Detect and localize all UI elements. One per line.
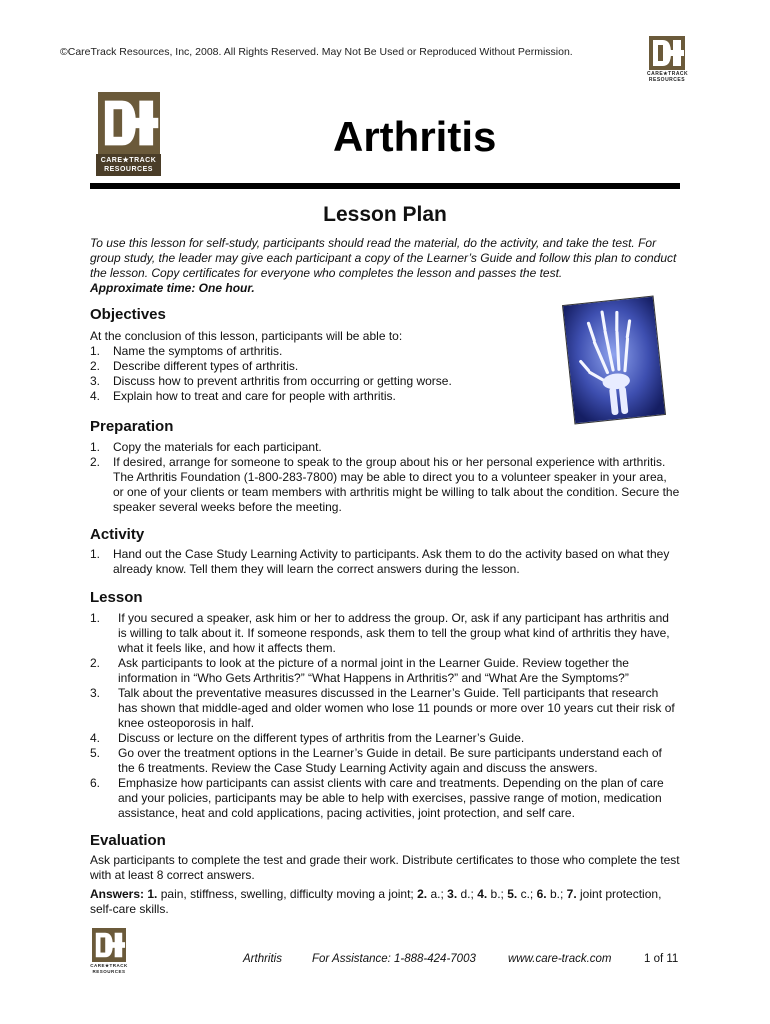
lesson-section bbox=[90, 611, 680, 821]
intro-paragraph bbox=[90, 236, 680, 296]
caretrack-logo-small bbox=[647, 36, 687, 84]
caretrack-logo bbox=[96, 92, 161, 176]
page-title: Arthritis bbox=[333, 113, 497, 160]
objectives-heading: Objectives bbox=[90, 306, 166, 323]
caretrack-logo-icon bbox=[98, 92, 160, 154]
list-item: 1. If you secured a speaker, ask him or her to address the group. Or, ask if any participant has arthritis and is willing to talk about it. If someone responds, ask them to tell the group what kind of arthritis they have, what it feels like, and how it affects them. bbox=[90, 611, 670, 655]
page-subtitle: Lesson Plan bbox=[323, 203, 447, 226]
list-item: 3. Talk about the preventative measures discussed in the Learner’s Guide. Tell participants that research has shown that middle-aged and older women who lose 11 pounds or more over 10 years cut their risk of knee osteoporosis in half. bbox=[90, 686, 675, 730]
list-item: 1. Hand out the Case Study Learning Activity to participants. Ask them to do the activity based on what they already know. Tell them they will learn the correct answers during the lesson. bbox=[90, 547, 670, 576]
footer-website: www.care-track.com bbox=[508, 953, 612, 965]
list-item: 3. Discuss how to prevent arthritis from occurring or getting worse. bbox=[90, 374, 452, 388]
list-item: 4. Explain how to treat and care for people with arthritis. bbox=[90, 389, 396, 403]
evaluation-section bbox=[90, 853, 680, 917]
list-item: 6. Emphasize how participants can assist clients with care and treatments. Depending on the plan of care and your policies, participants may be able to help with exercises, passive range of motion, medication assistance, heat and cold applications, pacing activities, joint protection, and self care. bbox=[90, 776, 664, 820]
list-item: 2. If desired, arrange for someone to speak to the group about his or her personal experience with arthritis. The Arthritis Foundation (1-800-283-7800) may be able to direct you to a volunteer speaker in your area, or one of your clients or team members with arthritis might be willing to talk about the condition. Secure the speaker several weeks before the meeting. bbox=[90, 455, 680, 514]
logo-wordmark: CARE★TRACK RESOURCES bbox=[90, 963, 128, 974]
preparation-heading: Preparation bbox=[90, 418, 174, 435]
approximate-time: Approximate time: One hour. bbox=[90, 281, 255, 295]
activity-section bbox=[90, 547, 680, 577]
caretrack-logo-footer bbox=[90, 928, 128, 976]
list-item: 4. Discuss or lecture on the different types of arthritis from the Learner’s Guide. bbox=[90, 731, 525, 745]
answers-line: Answers: 1. pain, stiffness, swelling, difficulty moving a joint; 2. a.; 3. d.; 4. b.; 5. c.; 6. b.; 7. joint protection, self-care skills. bbox=[90, 887, 662, 916]
logo-wordmark: CARE★TRACK RESOURCES bbox=[647, 71, 689, 83]
list-item: 5. Go over the treatment options in the Learner’s Guide in detail. Be sure participants understand each of the 6 treatments. Review the Case Study Learning Activity again and discuss the answers. bbox=[90, 746, 662, 775]
list-item: 1. Name the symptoms of arthritis. bbox=[90, 344, 283, 358]
copyright-notice: ©CareTrack Resources, Inc, 2008. All Rights Reserved. May Not Be Used or Reproduced Without Permission. bbox=[60, 46, 573, 58]
list-item: 2. Ask participants to look at the picture of a normal joint in the Learner Guide. Review together the information in “Who Gets Arthritis?” “What Happens in Arthritis?” and “What Are the Symptoms?” bbox=[90, 656, 629, 685]
evaluation-heading: Evaluation bbox=[90, 832, 166, 849]
caretrack-logo-icon bbox=[92, 928, 126, 962]
intro-text: To use this lesson for self-study, participants should read the material, do the activity, and take the test. For group study, the leader may give each participant a copy of the Learner’s Guide and follow this plan to conduct the lesson. Copy certificates for everyone who completes the lesson and passes the test. bbox=[90, 236, 677, 280]
page-number: 1 of 11 bbox=[644, 953, 679, 965]
title-divider bbox=[90, 183, 680, 189]
xray-hand-image bbox=[562, 296, 666, 425]
evaluation-text: Ask participants to complete the test and grade their work. Distribute certificates to those who complete the test with at least 8 correct answers. bbox=[90, 853, 680, 882]
footer-topic: Arthritis bbox=[243, 953, 282, 965]
activity-heading: Activity bbox=[90, 526, 145, 543]
lesson-heading: Lesson bbox=[90, 589, 143, 606]
footer-assistance: For Assistance: 1-888-424-7003 bbox=[312, 953, 476, 965]
list-item: 2. Describe different types of arthritis. bbox=[90, 359, 299, 373]
objectives-section bbox=[90, 329, 550, 404]
caretrack-logo-icon bbox=[649, 36, 685, 70]
objectives-lead: At the conclusion of this lesson, participants will be able to: bbox=[90, 329, 403, 343]
preparation-section bbox=[90, 440, 680, 515]
logo-wordmark: CARE★TRACK RESOURCES bbox=[96, 154, 161, 176]
list-item: 1. Copy the materials for each participant. bbox=[90, 440, 322, 454]
